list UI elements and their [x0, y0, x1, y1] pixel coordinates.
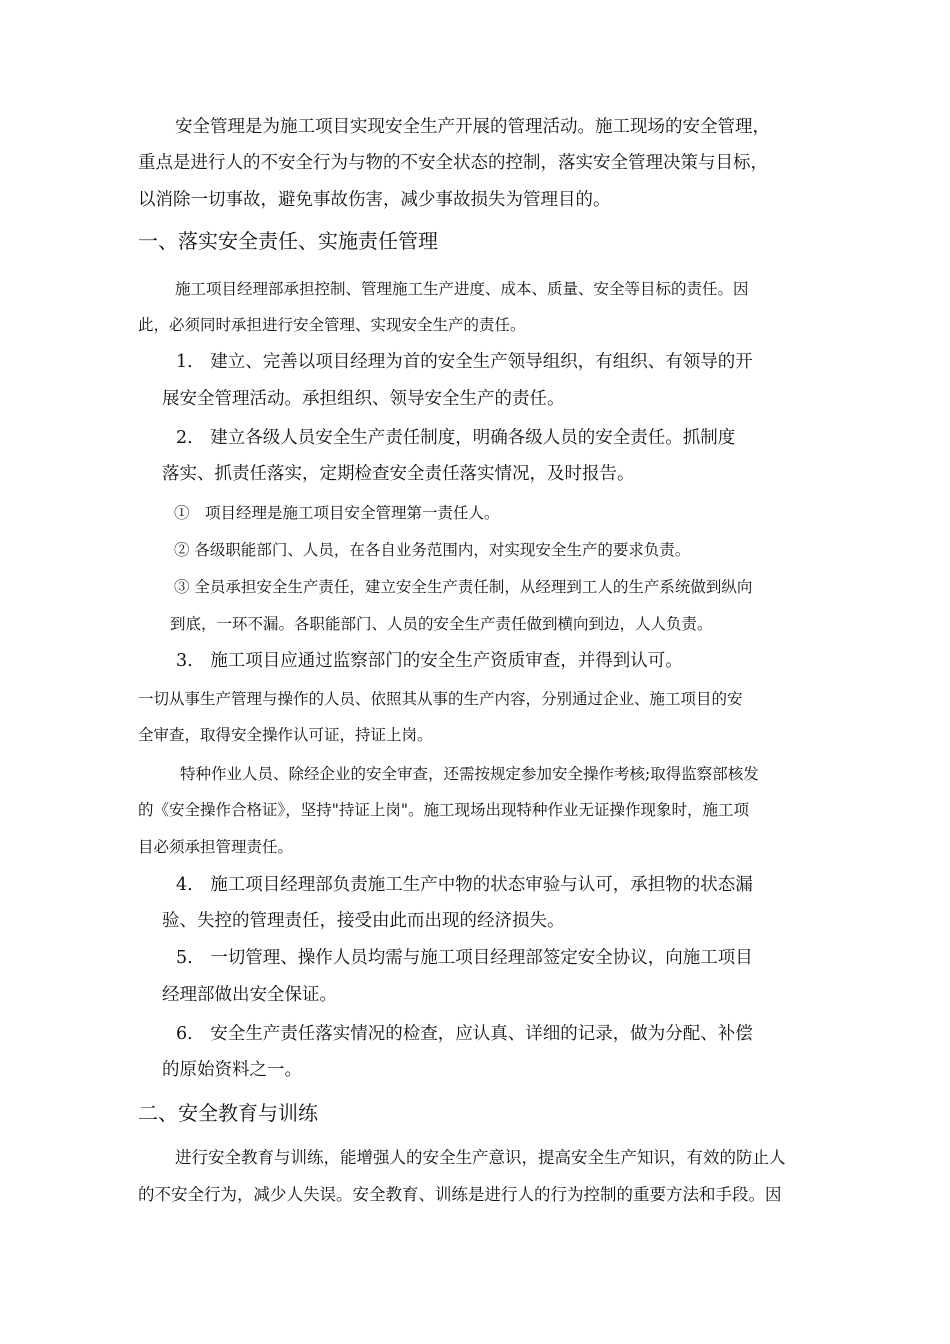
intro-line-1: 安全管理是为施工项目实现安全生产开展的管理活动。施工现场的安全管理，	[175, 117, 770, 137]
item-2-line-2: 落实、抓责任落实，定期检查安全责任落实情况，及时报告。	[162, 464, 635, 484]
section-1-paragraph-2-line-1: 一切从事生产管理与操作的人员、依照其从事的生产内容，分别通过企业、施工项目的安	[138, 690, 743, 708]
item-6-line-2: 的原始资料之一。	[162, 1060, 302, 1080]
section-1-paragraph-3-line-1: 特种作业人员、除经企业的安全审查，还需按规定参加安全操作考核;取得监察部核发	[180, 765, 759, 783]
item-3: 3. 施工项目应通过监察部门的安全生产资质审查，并得到认可。	[176, 651, 683, 671]
section-2-heading: 二、安全教育与训练	[138, 1101, 318, 1125]
intro-line-2: 重点是进行人的不安全行为与物的不安全状态的控制，落实安全管理决策与目标，	[138, 153, 768, 173]
section-1-paragraph-3-line-3: 目必须承担管理责任。	[138, 838, 294, 856]
item-5-line-1: 5. 一切管理、操作人员均需与施工项目经理部签定安全协议，向施工项目	[176, 948, 753, 968]
section-2-paragraph-1-line-2: 的不安全行为，减少人失误。安全教育、训练是进行人的行为控制的重要方法和手段。因	[138, 1185, 782, 1204]
section-1-paragraph-1-line-2: 此，必须同时承担进行安全管理、实现安全生产的责任。	[138, 316, 526, 334]
section-1-paragraph-1-line-1: 施工项目经理部承担控制、管理施工生产进度、成本、质量、安全等目标的责任。因	[175, 280, 749, 298]
sub-item-3-line-1: ③ 全员承担安全生产责任，建立安全生产责任制，从经理到工人的生产系统做到纵向	[174, 578, 753, 596]
item-2-line-1: 2. 建立各级人员安全生产责任制度，明确各级人员的安全责任。抓制度	[176, 428, 736, 448]
section-1-heading: 一、落实安全责任、实施责任管理	[138, 229, 438, 253]
item-6-line-1: 6. 安全生产责任落实情况的检查，应认真、详细的记录，做为分配、补偿	[176, 1024, 753, 1044]
sub-item-1: ① 项目经理是施工项目安全管理第一责任人。	[174, 504, 500, 522]
item-1-line-2: 展安全管理活动。承担组织、领导安全生产的责任。	[162, 389, 565, 409]
sub-item-3-line-2: 到底，一环不漏。各职能部门、人员的安全生产责任做到横向到边，人人负责。	[170, 615, 713, 633]
item-1-line-1: 1. 建立、完善以项目经理为首的安全生产领导组织，有组织、有领导的开	[176, 352, 753, 372]
section-1-paragraph-2-line-2: 全审查，取得安全操作认可证，持证上岗。	[138, 726, 433, 744]
item-4-line-2: 验、失控的管理责任，接受由此而出现的经济损失。	[162, 911, 565, 931]
item-4-line-1: 4. 施工项目经理部负责施工生产中物的状态审验与认可，承担物的状态漏	[176, 875, 753, 895]
sub-item-2: ② 各级职能部门、人员，在各自业务范围内，对实现安全生产的要求负责。	[174, 541, 691, 559]
section-2-paragraph-1-line-1: 进行安全教育与训练，能增强人的安全生产意识，提高安全生产知识，有效的防止人	[175, 1148, 786, 1167]
intro-line-3: 以消除一切事故，避免事故伤害，减少事故损失为管理目的。	[138, 190, 611, 210]
section-1-paragraph-3-line-2: 的《安全操作合格证》，坚持"持证上岗"。施工现场出现特种作业无证操作现象时，施工项	[138, 801, 750, 819]
item-5-line-2: 经理部做出安全保证。	[162, 985, 337, 1005]
